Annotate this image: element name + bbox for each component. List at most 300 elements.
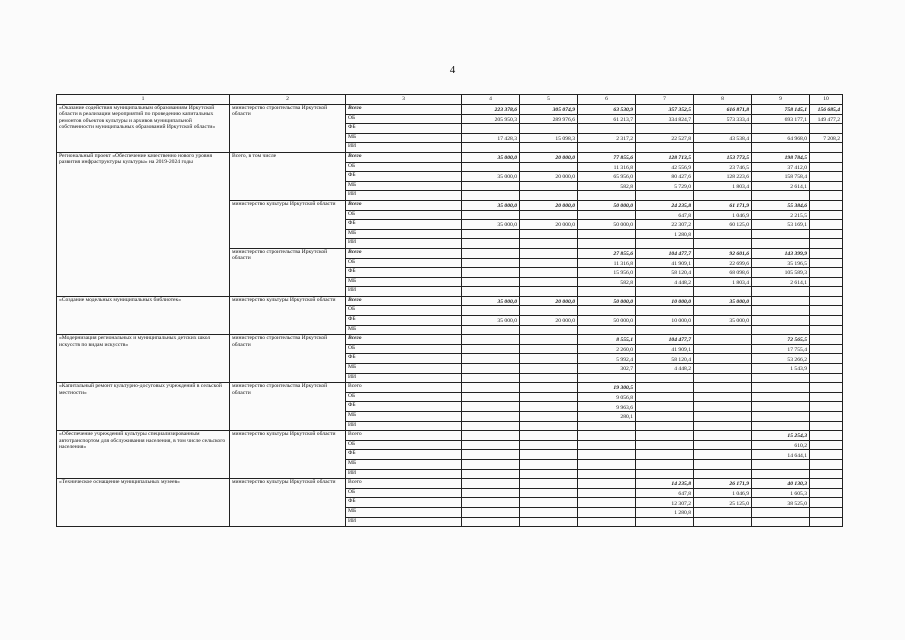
- amount-cell: [694, 431, 752, 441]
- amount-cell: [462, 498, 520, 508]
- amount-cell: 22 699,6: [694, 258, 752, 268]
- amount-cell: [810, 450, 843, 460]
- amount-cell: 50 000,0: [578, 200, 636, 210]
- amount-cell: [520, 412, 578, 422]
- amount-cell: [462, 143, 520, 153]
- amount-cell: [810, 498, 843, 508]
- amount-cell: 289 976,6: [520, 114, 578, 124]
- measure-name: «Обеспечение учреждений культуры специализированным автотранспортом для обслуживания населения, в том числе сельского населения»: [57, 431, 230, 479]
- amount-cell: 1 046,9: [694, 488, 752, 498]
- funding-source: ИИ: [346, 191, 462, 201]
- measure-name: «Оказание содействия муниципальным образованиям Иркутской области в реализации мероприятий по проведению капитальных ремонтов объектов культуры и архивов муниципальной собственности муниципальных образований Иркутской области»: [57, 105, 230, 153]
- amount-cell: 610,2: [752, 440, 810, 450]
- amount-cell: [578, 507, 636, 517]
- amount-cell: 5 729,0: [636, 181, 694, 191]
- amount-cell: 50 000,0: [578, 316, 636, 326]
- funding-source: Всего: [346, 152, 462, 162]
- amount-cell: 92 601,6: [694, 248, 752, 258]
- funding-source: Всего: [346, 383, 462, 393]
- amount-cell: 55 384,6: [752, 200, 810, 210]
- amount-cell: [694, 383, 752, 393]
- amount-cell: 20 000,0: [520, 172, 578, 182]
- amount-cell: 60 125,0: [694, 220, 752, 230]
- amount-cell: 15 098,3: [520, 133, 578, 143]
- amount-cell: [810, 124, 843, 134]
- amount-cell: [810, 268, 843, 278]
- amount-cell: [462, 402, 520, 412]
- executor-name: Всего, в том числе: [230, 152, 346, 200]
- funding-source: МБ: [346, 364, 462, 374]
- executor-name: министерство строительства Иркутской области: [230, 248, 346, 296]
- amount-cell: [520, 210, 578, 220]
- amount-cell: 156 685,4: [810, 105, 843, 115]
- amount-cell: 35 000,0: [462, 152, 520, 162]
- funding-source: ОБ: [346, 162, 462, 172]
- amount-cell: [636, 143, 694, 153]
- amount-cell: 9 963,6: [578, 402, 636, 412]
- amount-cell: [810, 258, 843, 268]
- amount-cell: 2 614,1: [752, 277, 810, 287]
- header-row: [57, 95, 843, 105]
- funding-source: ИИ: [346, 287, 462, 297]
- amount-cell: [810, 316, 843, 326]
- amount-cell: [520, 373, 578, 383]
- funding-source: ИИ: [346, 239, 462, 249]
- amount-cell: [578, 191, 636, 201]
- funding-source: ОБ: [346, 488, 462, 498]
- amount-cell: [578, 229, 636, 239]
- funding-source: ОБ: [346, 440, 462, 450]
- amount-cell: [694, 344, 752, 354]
- amount-cell: [578, 440, 636, 450]
- amount-cell: [462, 162, 520, 172]
- amount-cell: 1 046,9: [694, 210, 752, 220]
- amount-cell: [810, 200, 843, 210]
- amount-cell: 128 223,6: [694, 172, 752, 182]
- column-header: 2: [230, 95, 346, 105]
- funding-source: МБ: [346, 507, 462, 517]
- amount-cell: [462, 479, 520, 489]
- amount-cell: 17 428,3: [462, 133, 520, 143]
- amount-cell: [462, 229, 520, 239]
- amount-cell: [636, 459, 694, 469]
- funding-source: ОБ: [346, 306, 462, 316]
- amount-cell: [810, 152, 843, 162]
- amount-cell: 37 412,0: [752, 162, 810, 172]
- amount-cell: 14 235,8: [636, 479, 694, 489]
- amount-cell: [694, 412, 752, 422]
- amount-cell: [636, 306, 694, 316]
- amount-cell: [462, 191, 520, 201]
- measure-name: «Модернизация региональных и муниципальных детских школ искусств по видам искусств»: [57, 335, 230, 383]
- amount-cell: [752, 383, 810, 393]
- funding-source: Всего: [346, 105, 462, 115]
- amount-cell: 105 589,3: [752, 268, 810, 278]
- amount-cell: 4 448,2: [636, 277, 694, 287]
- amount-cell: [520, 143, 578, 153]
- amount-cell: 4 448,2: [636, 364, 694, 374]
- amount-cell: 61 171,9: [694, 200, 752, 210]
- amount-cell: [578, 287, 636, 297]
- amount-cell: [520, 364, 578, 374]
- amount-cell: 7 208,2: [810, 133, 843, 143]
- amount-cell: [636, 431, 694, 441]
- amount-cell: [752, 229, 810, 239]
- funding-source: МБ: [346, 325, 462, 335]
- amount-cell: 1 280,8: [636, 507, 694, 517]
- amount-cell: [578, 325, 636, 335]
- amount-cell: [636, 191, 694, 201]
- amount-cell: 693 177,1: [752, 114, 810, 124]
- amount-cell: 61 213,7: [578, 114, 636, 124]
- amount-cell: [578, 306, 636, 316]
- executor-name: министерство строительства Иркутской области: [230, 383, 346, 431]
- amount-cell: 35 000,0: [694, 296, 752, 306]
- funding-source: ИИ: [346, 517, 462, 527]
- amount-cell: [810, 373, 843, 383]
- amount-cell: [752, 124, 810, 134]
- funding-source: ФБ: [346, 220, 462, 230]
- amount-cell: [810, 344, 843, 354]
- funding-source: ФБ: [346, 124, 462, 134]
- amount-cell: [694, 335, 752, 345]
- amount-cell: 43 538,4: [694, 133, 752, 143]
- amount-cell: [462, 306, 520, 316]
- amount-cell: [520, 450, 578, 460]
- amount-cell: [810, 277, 843, 287]
- amount-cell: [520, 325, 578, 335]
- amount-cell: 1 543,9: [752, 364, 810, 374]
- amount-cell: [636, 373, 694, 383]
- amount-cell: [694, 469, 752, 479]
- amount-cell: [694, 402, 752, 412]
- amount-cell: [810, 507, 843, 517]
- amount-cell: [694, 507, 752, 517]
- amount-cell: 334 824,7: [636, 114, 694, 124]
- amount-cell: 64 968,0: [752, 133, 810, 143]
- amount-cell: [520, 248, 578, 258]
- amount-cell: [810, 440, 843, 450]
- amount-cell: [810, 220, 843, 230]
- amount-cell: [578, 479, 636, 489]
- amount-cell: [578, 517, 636, 527]
- amount-cell: [694, 354, 752, 364]
- amount-cell: [578, 431, 636, 441]
- funding-source: МБ: [346, 277, 462, 287]
- amount-cell: [636, 239, 694, 249]
- amount-cell: [636, 124, 694, 134]
- amount-cell: 647,8: [636, 210, 694, 220]
- amount-cell: [810, 143, 843, 153]
- amount-cell: 72 565,5: [752, 335, 810, 345]
- amount-cell: 20 000,0: [520, 152, 578, 162]
- amount-cell: [462, 459, 520, 469]
- funding-source: ФБ: [346, 268, 462, 278]
- amount-cell: [520, 162, 578, 172]
- amount-cell: 149 477,2: [810, 114, 843, 124]
- amount-cell: 9 056,8: [578, 392, 636, 402]
- amount-cell: [752, 191, 810, 201]
- executor-name: министерство культуры Иркутской области: [230, 200, 346, 248]
- amount-cell: 20 000,0: [520, 220, 578, 230]
- funding-source: ИИ: [346, 469, 462, 479]
- amount-cell: [810, 306, 843, 316]
- amount-cell: 35 000,0: [462, 172, 520, 182]
- amount-cell: [520, 335, 578, 345]
- amount-cell: [578, 239, 636, 249]
- table-row: [57, 383, 843, 393]
- amount-cell: [462, 431, 520, 441]
- executor-name: министерство культуры Иркутской области: [230, 431, 346, 479]
- amount-cell: [520, 287, 578, 297]
- amount-cell: [520, 402, 578, 412]
- funding-source: ФБ: [346, 354, 462, 364]
- amount-cell: [810, 412, 843, 422]
- amount-cell: [636, 287, 694, 297]
- amount-cell: [694, 421, 752, 431]
- amount-cell: 2 260,0: [578, 344, 636, 354]
- amount-cell: 41 909,1: [636, 258, 694, 268]
- amount-cell: [520, 488, 578, 498]
- amount-cell: 40 130,3: [752, 479, 810, 489]
- amount-cell: [694, 229, 752, 239]
- funding-source: ОБ: [346, 344, 462, 354]
- amount-cell: [810, 488, 843, 498]
- amount-cell: 41 909,1: [636, 344, 694, 354]
- column-header: 1: [57, 95, 230, 105]
- amount-cell: [520, 277, 578, 287]
- amount-cell: [694, 364, 752, 374]
- amount-cell: [578, 124, 636, 134]
- amount-cell: 582,8: [578, 277, 636, 287]
- amount-cell: [462, 181, 520, 191]
- amount-cell: 302,7: [578, 364, 636, 374]
- amount-cell: 63 530,9: [578, 105, 636, 115]
- amount-cell: 50 000,0: [578, 296, 636, 306]
- amount-cell: 305 074,9: [520, 105, 578, 115]
- amount-cell: [810, 287, 843, 297]
- funding-source: МБ: [346, 133, 462, 143]
- amount-cell: 357 352,5: [636, 105, 694, 115]
- amount-cell: 68 098,6: [694, 268, 752, 278]
- amount-cell: [752, 507, 810, 517]
- amount-cell: 1 280,8: [636, 229, 694, 239]
- amount-cell: 143 399,9: [752, 248, 810, 258]
- amount-cell: [578, 450, 636, 460]
- amount-cell: [462, 268, 520, 278]
- measure-name: «Капитальный ремонт культурно-досуговых учреждений в сельской местности»: [57, 383, 230, 431]
- amount-cell: 158 758,4: [752, 172, 810, 182]
- amount-cell: [810, 239, 843, 249]
- table-row: [57, 105, 843, 115]
- funding-source: МБ: [346, 181, 462, 191]
- funding-source: ОБ: [346, 114, 462, 124]
- amount-cell: [694, 239, 752, 249]
- amount-cell: 2 614,1: [752, 181, 810, 191]
- amount-cell: [636, 517, 694, 527]
- amount-cell: [694, 124, 752, 134]
- amount-cell: [810, 459, 843, 469]
- amount-cell: 758 145,1: [752, 105, 810, 115]
- amount-cell: [694, 450, 752, 460]
- amount-cell: [636, 450, 694, 460]
- page-number: 4: [449, 64, 456, 76]
- amount-cell: [752, 373, 810, 383]
- column-header: 9: [752, 95, 810, 105]
- amount-cell: [810, 364, 843, 374]
- amount-cell: 27 855,6: [578, 248, 636, 258]
- funding-source: МБ: [346, 412, 462, 422]
- funding-source: МБ: [346, 229, 462, 239]
- amount-cell: [810, 392, 843, 402]
- amount-cell: [752, 306, 810, 316]
- amount-cell: [810, 181, 843, 191]
- amount-cell: [636, 412, 694, 422]
- executor-name: министерство культуры Иркутской области: [230, 296, 346, 334]
- amount-cell: [752, 316, 810, 326]
- amount-cell: [462, 383, 520, 393]
- amount-cell: [810, 191, 843, 201]
- amount-cell: [810, 335, 843, 345]
- amount-cell: [578, 498, 636, 508]
- amount-cell: 647,8: [636, 488, 694, 498]
- amount-cell: 2 215,5: [752, 210, 810, 220]
- amount-cell: 205 950,3: [462, 114, 520, 124]
- funding-source: ИИ: [346, 143, 462, 153]
- amount-cell: [520, 191, 578, 201]
- amount-cell: [810, 296, 843, 306]
- amount-cell: [462, 392, 520, 402]
- column-header: 3: [346, 95, 462, 105]
- amount-cell: 35 000,0: [462, 296, 520, 306]
- amount-cell: 2 317,2: [578, 133, 636, 143]
- amount-cell: [636, 440, 694, 450]
- funding-source: Всего: [346, 479, 462, 489]
- funding-source: Всего: [346, 248, 462, 258]
- amount-cell: [636, 325, 694, 335]
- amount-cell: [636, 392, 694, 402]
- amount-cell: 22 527,8: [636, 133, 694, 143]
- funding-source: ИИ: [346, 373, 462, 383]
- amount-cell: 80 427,6: [636, 172, 694, 182]
- amount-cell: [520, 392, 578, 402]
- amount-cell: [694, 392, 752, 402]
- amount-cell: 77 855,6: [578, 152, 636, 162]
- table-row: [57, 479, 843, 489]
- amount-cell: 15 956,0: [578, 268, 636, 278]
- amount-cell: [694, 287, 752, 297]
- amount-cell: [520, 181, 578, 191]
- amount-cell: [810, 325, 843, 335]
- amount-cell: [752, 392, 810, 402]
- amount-cell: [578, 421, 636, 431]
- amount-cell: 280,1: [578, 412, 636, 422]
- funding-source: ОБ: [346, 210, 462, 220]
- funding-source: МБ: [346, 459, 462, 469]
- amount-cell: 14 644,1: [752, 450, 810, 460]
- funding-source: ФБ: [346, 498, 462, 508]
- amount-cell: 1 803,4: [694, 277, 752, 287]
- column-header: 4: [462, 95, 520, 105]
- amount-cell: [520, 421, 578, 431]
- amount-cell: [752, 412, 810, 422]
- amount-cell: [462, 277, 520, 287]
- amount-cell: 20 000,0: [520, 200, 578, 210]
- amount-cell: [462, 488, 520, 498]
- amount-cell: [462, 412, 520, 422]
- amount-cell: [520, 229, 578, 239]
- amount-cell: [462, 258, 520, 268]
- budget-table: [56, 94, 843, 527]
- amount-cell: [578, 459, 636, 469]
- amount-cell: [520, 383, 578, 393]
- amount-cell: 11 316,8: [578, 162, 636, 172]
- table-row: [57, 335, 843, 345]
- amount-cell: [462, 210, 520, 220]
- amount-cell: [520, 459, 578, 469]
- amount-cell: [462, 421, 520, 431]
- funding-source: ФБ: [346, 172, 462, 182]
- amount-cell: 53 169,1: [752, 220, 810, 230]
- amount-cell: 17 755,4: [752, 344, 810, 354]
- column-header: 6: [578, 95, 636, 105]
- amount-cell: [462, 354, 520, 364]
- amount-cell: [810, 172, 843, 182]
- amount-cell: [694, 191, 752, 201]
- amount-cell: [520, 354, 578, 364]
- amount-cell: [752, 517, 810, 527]
- amount-cell: [578, 143, 636, 153]
- amount-cell: [520, 239, 578, 249]
- amount-cell: 38 525,0: [752, 498, 810, 508]
- amount-cell: [810, 431, 843, 441]
- amount-cell: [752, 143, 810, 153]
- amount-cell: 5 992,4: [578, 354, 636, 364]
- amount-cell: 128 713,5: [636, 152, 694, 162]
- amount-cell: 35 000,0: [462, 316, 520, 326]
- amount-cell: [520, 306, 578, 316]
- executor-name: министерство культуры Иркутской области: [230, 479, 346, 527]
- amount-cell: [578, 210, 636, 220]
- funding-source: Всего: [346, 431, 462, 441]
- amount-cell: [462, 287, 520, 297]
- amount-cell: 35 000,0: [694, 316, 752, 326]
- amount-cell: [810, 517, 843, 527]
- amount-cell: [520, 517, 578, 527]
- measure-name: «Создание модельных муниципальных библиотек»: [57, 296, 230, 334]
- amount-cell: [462, 239, 520, 249]
- amount-cell: [462, 517, 520, 527]
- amount-cell: [578, 469, 636, 479]
- amount-cell: [462, 124, 520, 134]
- amount-cell: [636, 383, 694, 393]
- amount-cell: 198 784,5: [752, 152, 810, 162]
- amount-cell: [520, 258, 578, 268]
- amount-cell: 35 000,0: [462, 220, 520, 230]
- amount-cell: [752, 402, 810, 412]
- amount-cell: 50 000,0: [578, 220, 636, 230]
- amount-cell: 104 477,7: [636, 248, 694, 258]
- amount-cell: 42 556,9: [636, 162, 694, 172]
- table-row: [57, 296, 843, 306]
- amount-cell: [810, 248, 843, 258]
- amount-cell: 26 171,9: [694, 479, 752, 489]
- funding-source: ОБ: [346, 392, 462, 402]
- amount-cell: 573 333,4: [694, 114, 752, 124]
- amount-cell: [810, 421, 843, 431]
- amount-cell: 11 316,8: [578, 258, 636, 268]
- amount-cell: 104 477,7: [636, 335, 694, 345]
